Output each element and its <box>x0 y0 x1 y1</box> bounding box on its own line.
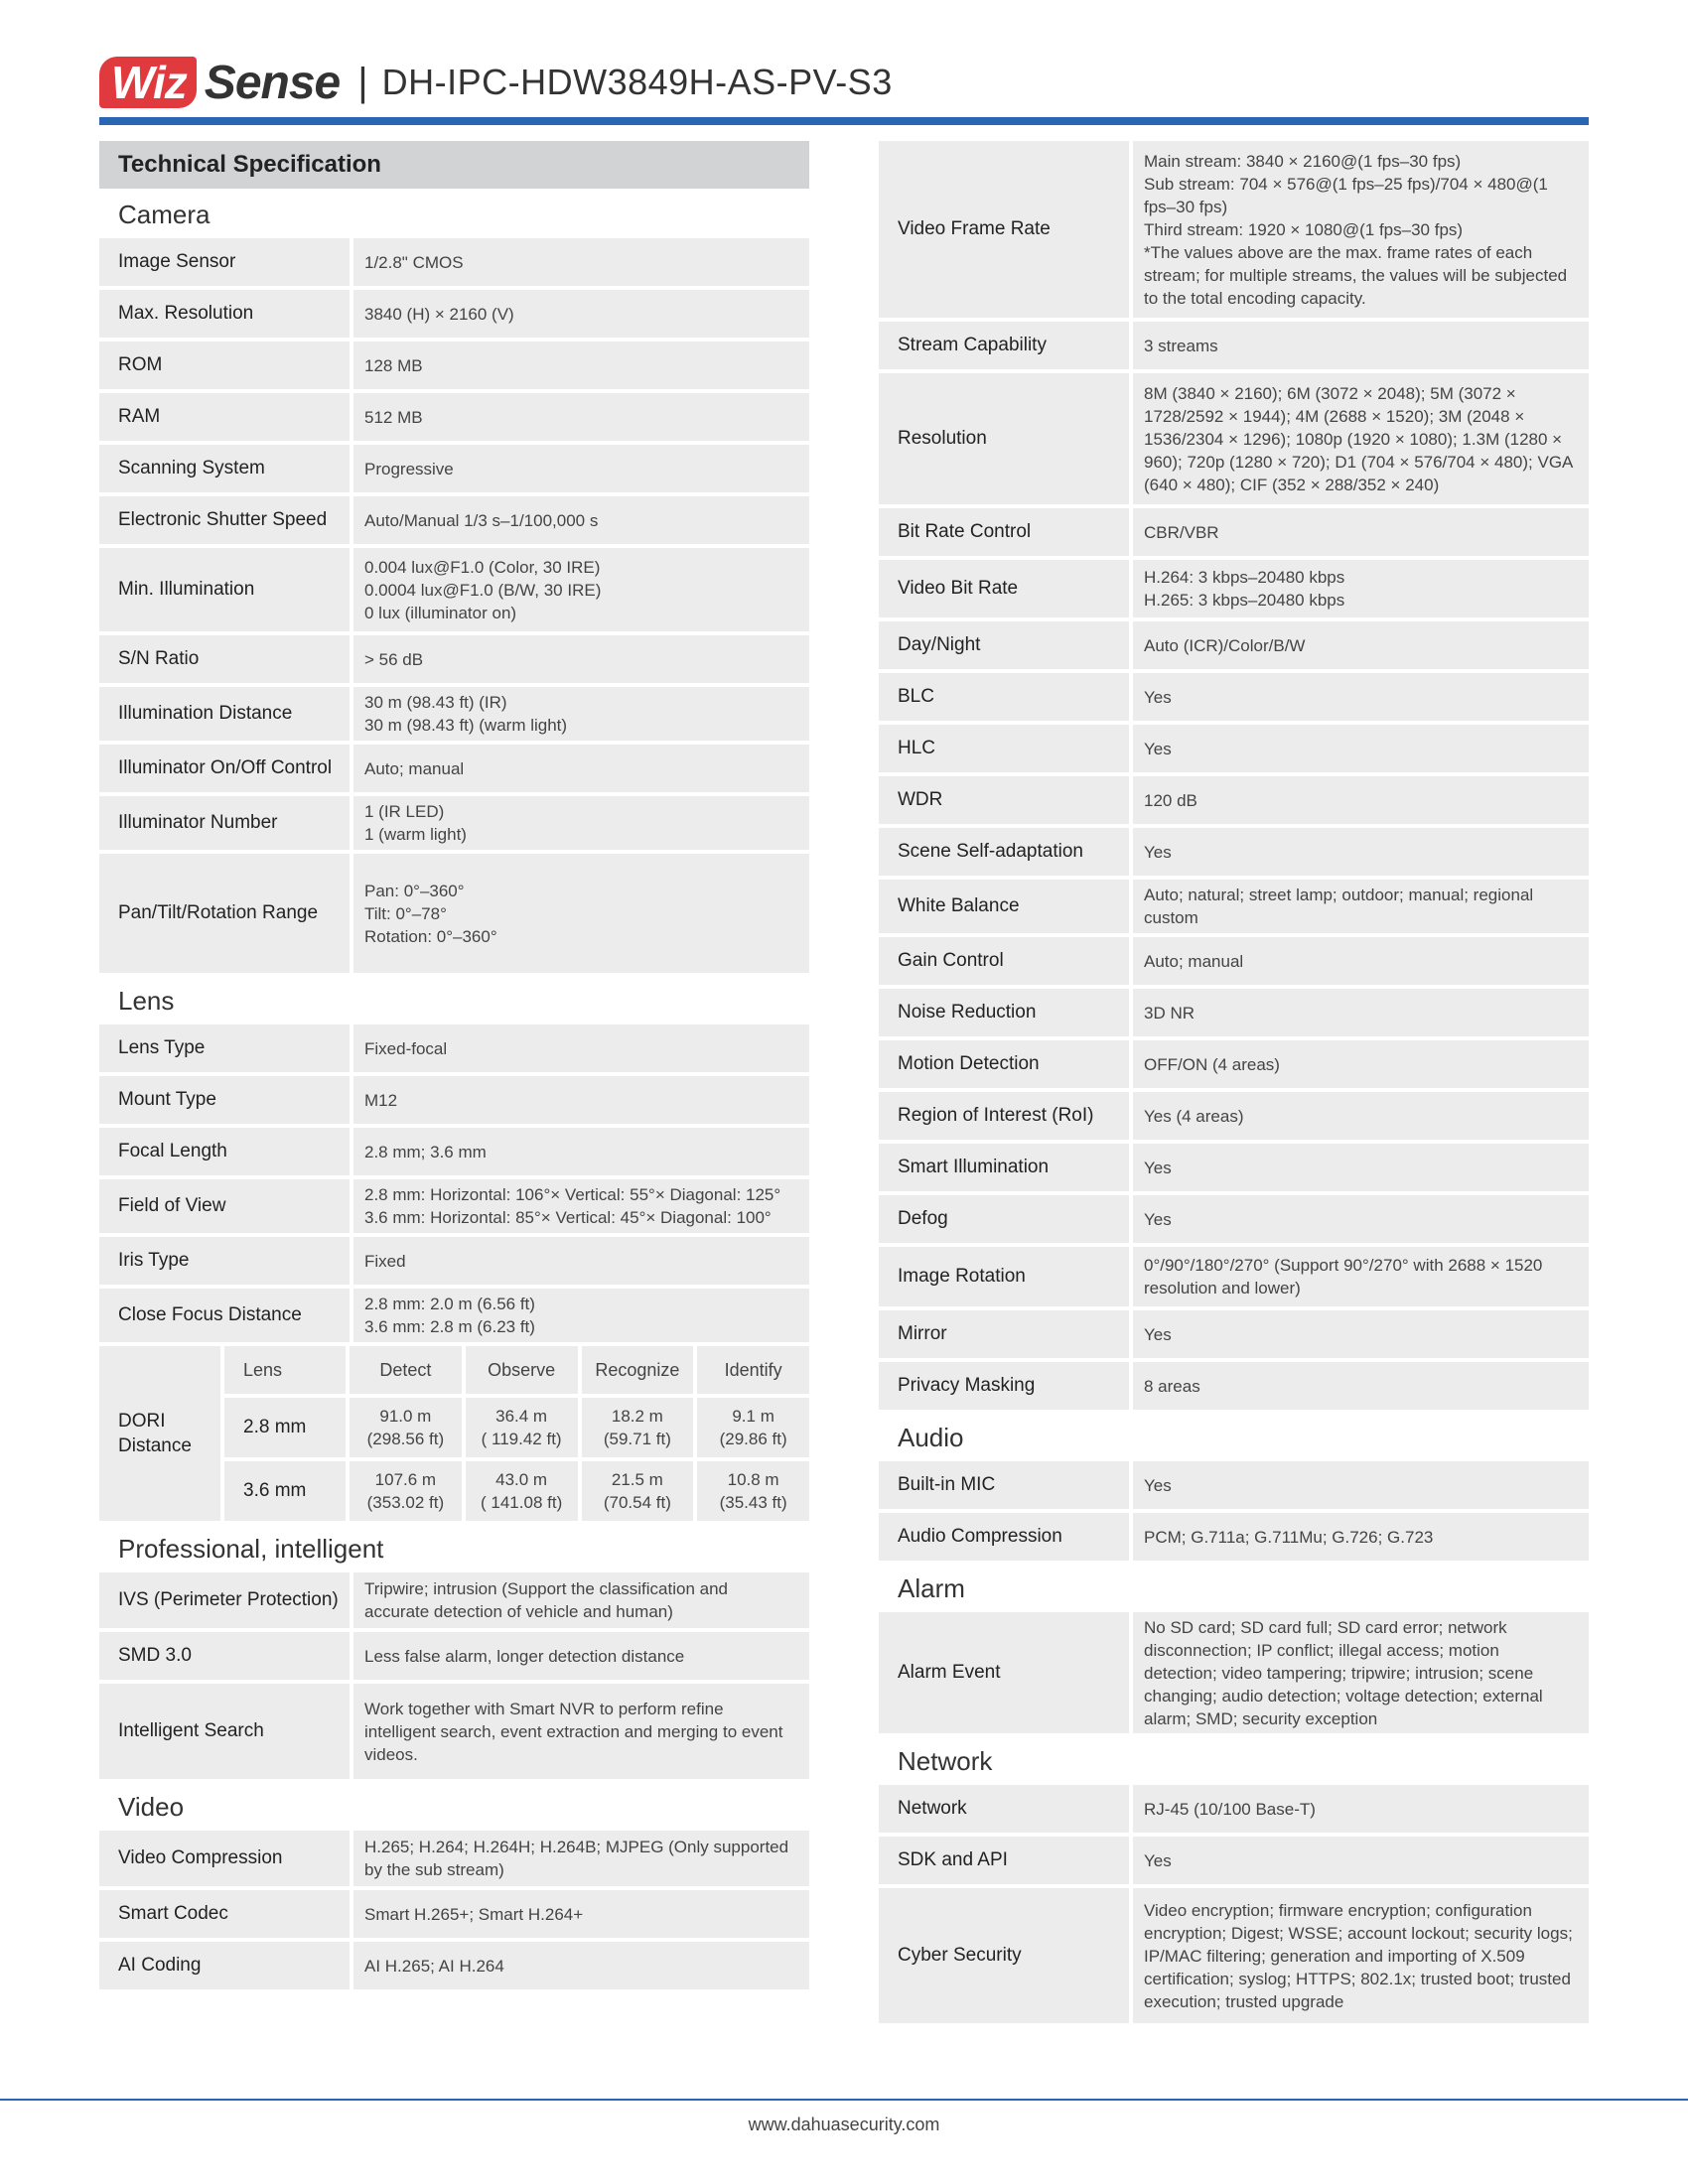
spec-label: Mirror <box>879 1310 1129 1358</box>
dori-grid <box>224 1346 809 1521</box>
spec-label: Image Rotation <box>879 1247 1129 1306</box>
dori-header-recognize: Recognize <box>582 1346 694 1394</box>
spec-row <box>879 1461 1589 1509</box>
spec-value: 1/2.8" CMOS <box>353 238 809 286</box>
spec-label: Alarm Event <box>879 1612 1129 1733</box>
spec-label: Audio Compression <box>879 1513 1129 1561</box>
logo-sense-text: Sense <box>204 56 341 109</box>
spec-value: 3D NR <box>1133 989 1589 1036</box>
spec-label: Lens Type <box>99 1024 350 1072</box>
section-heading-audio: Audio <box>898 1422 964 1452</box>
spec-value: 1 (IR LED) 1 (warm light) <box>353 796 809 850</box>
spec-row <box>99 1237 809 1285</box>
spec-label: Gain Control <box>879 937 1129 985</box>
spec-label: Image Sensor <box>99 238 350 286</box>
spec-value: Yes (4 areas) <box>1133 1092 1589 1140</box>
spec-label: SDK and API <box>879 1837 1129 1884</box>
camera-rows <box>99 238 809 973</box>
dori-detect: 107.6 m (353.02 ft) <box>350 1461 462 1521</box>
spec-value: M12 <box>353 1076 809 1124</box>
spec-value: Main stream: 3840 × 2160@(1 fps–30 fps) Sub stream: 704 × 576@(1 fps–25 fps)/704 × 480@(1 fps–30 fps) Third stream: 1920 × 1080@(1 fps–30 fps) *The values above are the max. frame rates of each stream; for multiple streams, the values will be subjected to the total encoding capacity. <box>1133 141 1589 318</box>
section-heading-alarm: Alarm <box>898 1572 965 1603</box>
spec-row <box>99 1289 809 1342</box>
audio-rows <box>879 1461 1589 1561</box>
spec-row <box>99 341 809 389</box>
header-separator: | <box>357 60 368 104</box>
spec-row <box>99 238 809 286</box>
spec-value: 2.8 mm: 2.0 m (6.56 ft) 3.6 mm: 2.8 m (6.23 ft) <box>353 1289 809 1342</box>
spec-value: 30 m (98.43 ft) (IR) 30 m (98.43 ft) (warm light) <box>353 687 809 741</box>
spec-value: 128 MB <box>353 341 809 389</box>
spec-value: Progressive <box>353 445 809 492</box>
spec-value: AI H.265; AI H.264 <box>353 1942 809 1989</box>
spec-row <box>879 673 1589 721</box>
spec-row <box>879 1362 1589 1410</box>
header-rule <box>99 117 1589 125</box>
spec-label: Min. Illumination <box>99 548 350 631</box>
spec-label: Max. Resolution <box>99 290 350 338</box>
spec-label: Noise Reduction <box>879 989 1129 1036</box>
spec-row <box>879 560 1589 617</box>
spec-row <box>99 1179 809 1233</box>
spec-value: Yes <box>1133 1461 1589 1509</box>
spec-row <box>99 1684 809 1779</box>
dori-row <box>224 1398 809 1457</box>
spec-value: 3 streams <box>1133 322 1589 369</box>
section-heading-professional: Professional, intelligent <box>118 1533 384 1564</box>
spec-label: Region of Interest (RoI) <box>879 1092 1129 1140</box>
spec-row <box>99 1890 809 1938</box>
spec-label: Smart Illumination <box>879 1144 1129 1191</box>
spec-label: Stream Capability <box>879 322 1129 369</box>
spec-value: > 56 dB <box>353 635 809 683</box>
spec-label: RAM <box>99 393 350 441</box>
spec-label: Video Bit Rate <box>879 560 1129 617</box>
right-column <box>879 141 1589 2027</box>
spec-label: Field of View <box>99 1179 350 1233</box>
dori-lens: 3.6 mm <box>224 1461 346 1521</box>
spec-label: Resolution <box>879 373 1129 504</box>
professional-rows <box>99 1572 809 1779</box>
spec-row <box>879 1513 1589 1561</box>
spec-row <box>99 445 809 492</box>
spec-row <box>879 1310 1589 1358</box>
spec-value: 8M (3840 × 2160); 6M (3072 × 2048); 5M (3072 × 1728/2592 × 1944); 4M (2688 × 1520); 3M (2048 × 1536/2304 × 1296); 1080p (1920 × 1080); 1.3M (1280 × 960); 720p (1280 × 720); D1 (704 × 576/704 × 480); VGA (640 × 480); CIF (352 × 288/352 × 240) <box>1133 373 1589 504</box>
spec-value: Yes <box>1133 828 1589 876</box>
model-number: DH-IPC-HDW3849H-AS-PV-S3 <box>381 62 893 102</box>
spec-row <box>879 1785 1589 1833</box>
spec-value: 0°/90°/180°/270° (Support 90°/270° with 2688 × 1520 resolution and lower) <box>1133 1247 1589 1306</box>
spec-label: Electronic Shutter Speed <box>99 496 350 544</box>
spec-label: WDR <box>879 776 1129 824</box>
spec-row <box>879 725 1589 772</box>
dori-identify: 9.1 m (29.86 ft) <box>697 1398 809 1457</box>
spec-row <box>99 1942 809 1989</box>
spec-label: BLC <box>879 673 1129 721</box>
spec-title: Technical Specification <box>99 141 809 189</box>
spec-row <box>99 1076 809 1124</box>
spec-value: Auto; manual <box>353 745 809 792</box>
spec-row <box>879 1092 1589 1140</box>
spec-label: Cyber Security <box>879 1888 1129 2023</box>
spec-label: Illuminator On/Off Control <box>99 745 350 792</box>
dori-observe: 43.0 m ( 141.08 ft) <box>466 1461 578 1521</box>
video-rows <box>99 1831 809 1989</box>
spec-value: No SD card; SD card full; SD card error; network disconnection; IP conflict; illegal access; motion detection; video tampering; tripwire; intrusion; scene changing; audio detection; voltage detection; external alarm; SMD; security exception <box>1133 1612 1589 1733</box>
spec-row <box>879 1612 1589 1733</box>
spec-label: Scanning System <box>99 445 350 492</box>
spec-value: Auto/Manual 1/3 s–1/100,000 s <box>353 496 809 544</box>
spec-label: ROM <box>99 341 350 389</box>
spec-value: 120 dB <box>1133 776 1589 824</box>
spec-value: PCM; G.711a; G.711Mu; G.726; G.723 <box>1133 1513 1589 1561</box>
spec-row <box>879 776 1589 824</box>
spec-label: Scene Self-adaptation <box>879 828 1129 876</box>
spec-label: Video Frame Rate <box>879 141 1129 318</box>
spec-row <box>879 1888 1589 2023</box>
dori-header-observe: Observe <box>466 1346 578 1394</box>
spec-label: Built-in MIC <box>879 1461 1129 1509</box>
spec-value: 3840 (H) × 2160 (V) <box>353 290 809 338</box>
dori-identify: 10.8 m (35.43 ft) <box>697 1461 809 1521</box>
spec-row <box>879 1144 1589 1191</box>
spec-row <box>99 496 809 544</box>
spec-row <box>99 687 809 741</box>
spec-row <box>99 548 809 631</box>
wizsense-logo <box>99 56 340 110</box>
spec-row <box>879 880 1589 933</box>
spec-row <box>99 393 809 441</box>
spec-row <box>879 989 1589 1036</box>
spec-label: Intelligent Search <box>99 1684 350 1779</box>
spec-row <box>879 1040 1589 1088</box>
spec-value: Yes <box>1133 725 1589 772</box>
spec-value: 2.8 mm: Horizontal: 106°× Vertical: 55°× Diagonal: 125° 3.6 mm: Horizontal: 85°× Vertical: 45°× Diagonal: 100° <box>353 1179 809 1233</box>
spec-row <box>879 141 1589 318</box>
dori-lens: 2.8 mm <box>224 1398 346 1457</box>
spec-value: 2.8 mm; 3.6 mm <box>353 1128 809 1175</box>
dori-header-lens: Lens <box>224 1346 346 1394</box>
dori-recognize: 18.2 m (59.71 ft) <box>582 1398 694 1457</box>
spec-label: S/N Ratio <box>99 635 350 683</box>
spec-row <box>99 290 809 338</box>
spec-row <box>99 745 809 792</box>
spec-label: White Balance <box>879 880 1129 933</box>
spec-row <box>99 1632 809 1680</box>
spec-label: AI Coding <box>99 1942 350 1989</box>
spec-row <box>879 508 1589 556</box>
dori-header-row <box>224 1346 809 1394</box>
spec-value: 8 areas <box>1133 1362 1589 1410</box>
spec-row <box>99 635 809 683</box>
spec-value: RJ-45 (10/100 Base-T) <box>1133 1785 1589 1833</box>
spec-value: Fixed-focal <box>353 1024 809 1072</box>
spec-value: Fixed <box>353 1237 809 1285</box>
spec-value: Auto; natural; street lamp; outdoor; manual; regional custom <box>1133 880 1589 933</box>
spec-row <box>879 1195 1589 1243</box>
spec-label: Day/Night <box>879 621 1129 669</box>
spec-label: Illumination Distance <box>99 687 350 741</box>
spec-label: IVS (Perimeter Protection) <box>99 1572 350 1628</box>
dori-header-identify: Identify <box>697 1346 809 1394</box>
spec-value: CBR/VBR <box>1133 508 1589 556</box>
spec-row <box>879 373 1589 504</box>
spec-value: Auto (ICR)/Color/B/W <box>1133 621 1589 669</box>
spec-value: H.264: 3 kbps–20480 kbps H.265: 3 kbps–20480 kbps <box>1133 560 1589 617</box>
dori-recognize: 21.5 m (70.54 ft) <box>582 1461 694 1521</box>
spec-label: Smart Codec <box>99 1890 350 1938</box>
spec-label: Bit Rate Control <box>879 508 1129 556</box>
spec-row <box>99 854 809 973</box>
spec-row <box>99 796 809 850</box>
logo-wiz-text: Wiz <box>99 57 197 108</box>
alarm-rows <box>879 1612 1589 1733</box>
spec-row <box>99 1128 809 1175</box>
spec-value: 0.004 lux@F1.0 (Color, 30 IRE) 0.0004 lux@F1.0 (B/W, 30 IRE) 0 lux (illuminator on) <box>353 548 809 631</box>
spec-label: Network <box>879 1785 1129 1833</box>
spec-value: Yes <box>1133 1195 1589 1243</box>
dori-header-detect: Detect <box>350 1346 462 1394</box>
dori-table <box>99 1346 809 1521</box>
spec-label: Focal Length <box>99 1128 350 1175</box>
spec-value: Less false alarm, longer detection distance <box>353 1632 809 1680</box>
section-heading-video: Video <box>118 1791 185 1822</box>
spec-value: OFF/ON (4 areas) <box>1133 1040 1589 1088</box>
spec-value: Tripwire; intrusion (Support the classification and accurate detection of vehicle and human) <box>353 1572 809 1628</box>
spec-row <box>99 1831 809 1886</box>
spec-row <box>879 621 1589 669</box>
spec-label: Mount Type <box>99 1076 350 1124</box>
spec-label: Defog <box>879 1195 1129 1243</box>
spec-row <box>99 1572 809 1628</box>
spec-value: Yes <box>1133 1144 1589 1191</box>
spec-value: Smart H.265+; Smart H.264+ <box>353 1890 809 1938</box>
spec-row <box>879 1247 1589 1306</box>
spec-row <box>879 322 1589 369</box>
page-header <box>99 48 893 117</box>
spec-value: Video encryption; firmware encryption; configuration encryption; Digest; WSSE; account lockout; security logs; IP/MAC filtering; generation and importing of X.509 certification; syslog; HTTPS; 802.1x; trusted boot; trusted execution; trusted upgrade <box>1133 1888 1589 2023</box>
section-heading-camera: Camera <box>118 199 211 229</box>
spec-value: Yes <box>1133 1837 1589 1884</box>
section-heading-lens: Lens <box>118 985 175 1016</box>
spec-label: Close Focus Distance <box>99 1289 350 1342</box>
spec-label: Iris Type <box>99 1237 350 1285</box>
footer-rule <box>0 2099 1688 2101</box>
spec-row <box>879 1837 1589 1884</box>
spec-value: Auto; manual <box>1133 937 1589 985</box>
spec-label: Privacy Masking <box>879 1362 1129 1410</box>
network-rows <box>879 1785 1589 2023</box>
dori-observe: 36.4 m ( 119.42 ft) <box>466 1398 578 1457</box>
dori-row <box>224 1461 809 1521</box>
spec-row <box>99 1024 809 1072</box>
section-heading-network: Network <box>898 1745 993 1776</box>
spec-value: H.265; H.264; H.264H; H.264B; MJPEG (Only supported by the sub stream) <box>353 1831 809 1886</box>
dori-detect: 91.0 m (298.56 ft) <box>350 1398 462 1457</box>
video-cont-rows <box>879 141 1589 1410</box>
spec-label: Illuminator Number <box>99 796 350 850</box>
spec-value: Yes <box>1133 673 1589 721</box>
footer-url: www.dahuasecurity.com <box>748 2115 940 2134</box>
spec-value: 512 MB <box>353 393 809 441</box>
spec-label: Video Compression <box>99 1831 350 1886</box>
left-column <box>99 141 809 1993</box>
spec-label: SMD 3.0 <box>99 1632 350 1680</box>
dori-label: DORI Distance <box>99 1346 220 1521</box>
spec-value: Work together with Smart NVR to perform refine intelligent search, event extraction and merging to event videos. <box>353 1684 809 1779</box>
spec-row <box>879 937 1589 985</box>
spec-label: Pan/Tilt/Rotation Range <box>99 854 350 973</box>
spec-value: Pan: 0°–360° Tilt: 0°–78° Rotation: 0°–360° <box>353 854 809 973</box>
spec-label: HLC <box>879 725 1129 772</box>
lens-rows <box>99 1024 809 1342</box>
spec-value: Yes <box>1133 1310 1589 1358</box>
spec-row <box>879 828 1589 876</box>
spec-label: Motion Detection <box>879 1040 1129 1088</box>
